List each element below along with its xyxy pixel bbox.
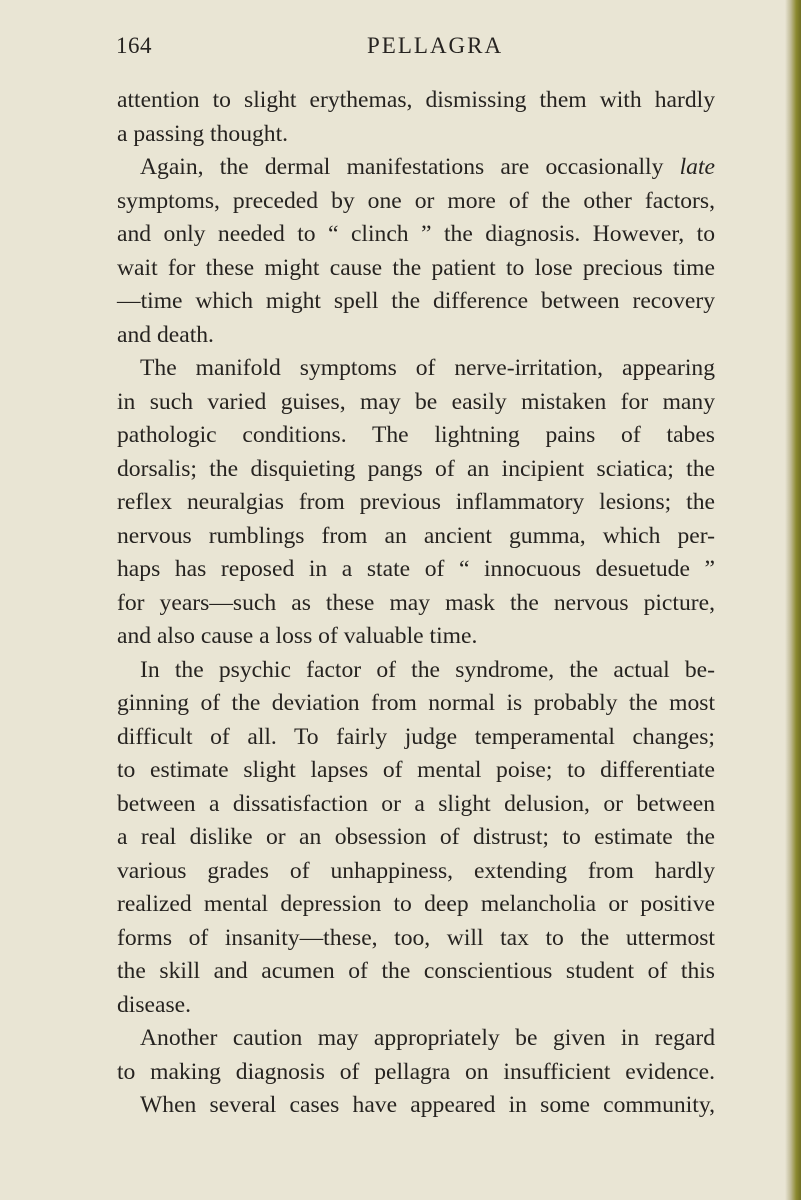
emphasized-word: late: [679, 154, 715, 180]
running-head: PELLAGRA: [367, 33, 504, 58]
text-line: realized mental depression to deep melancholia or positive: [117, 891, 715, 917]
text-line: Again, the dermal manifestations are occasionally late: [140, 154, 715, 180]
text-line: and death.: [117, 321, 214, 348]
text-line: wait for these might cause the patient to lose precious time: [117, 254, 715, 281]
text-line: nervous rumblings from an ancient gumma, which per-: [117, 522, 715, 549]
text-line: forms of insanity—these, too, will tax to the uttermost: [117, 924, 715, 951]
text-line: in such varied guises, may be easily mistaken for many: [117, 388, 715, 415]
text-line: a passing thought.: [117, 120, 289, 147]
text-line: and only needed to “ clinch ” the diagnosis. However, to: [117, 221, 715, 247]
text-line: and also cause a loss of valuable time.: [117, 623, 478, 649]
text-line: The manifold symptoms of nerve-irritation, appearing: [140, 355, 715, 381]
text-line: dorsalis; the disquieting pangs of an incipient sciatica; the: [117, 455, 715, 482]
text-line: various grades of unhappiness, extending from hardly: [117, 857, 715, 884]
text-line: In the psychic factor of the syndrome, the actual be-: [140, 656, 715, 683]
text-line: pathologic conditions. The lightning pains of tabes: [117, 422, 715, 448]
text-line: disease.: [117, 991, 192, 1018]
text-line: a real dislike or an obsession of distrust; to estimate the: [117, 824, 715, 850]
text-line: to estimate slight lapses of mental poise; to differentiate: [117, 757, 715, 783]
text-line: reflex neuralgias from previous inflammatory lesions; the: [117, 489, 715, 515]
text-line: —time which might spell the difference between recovery: [117, 288, 715, 314]
text-line: haps has reposed in a state of “ innocuous desuetude ”: [117, 556, 715, 582]
text-line: for years—such as these may mask the nervous picture,: [117, 589, 715, 616]
page-number: 164: [116, 33, 152, 58]
text-line: between a dissatisfaction or a slight delusion, or between: [117, 790, 715, 817]
page-edge-shadow: [785, 0, 801, 1200]
text-line: the skill and acumen of the conscientious student of this: [117, 958, 715, 984]
body-text: [117, 84, 715, 1123]
text-line: attention to slight erythemas, dismissing them with hardly: [117, 87, 715, 113]
text-line: difficult of all. To fairly judge temperamental changes;: [117, 723, 715, 750]
text-line: ginning of the deviation from normal is probably the most: [117, 690, 715, 716]
text-line: to making diagnosis of pellagra on insufficient evidence.: [117, 1058, 715, 1085]
text-line: When several cases have appeared in some community,: [140, 1092, 715, 1118]
page-header: [116, 33, 714, 63]
text-line: Another caution may appropriately be given in regard: [140, 1025, 715, 1051]
text-line: symptoms, preceded by one or more of the other factors,: [117, 187, 715, 214]
